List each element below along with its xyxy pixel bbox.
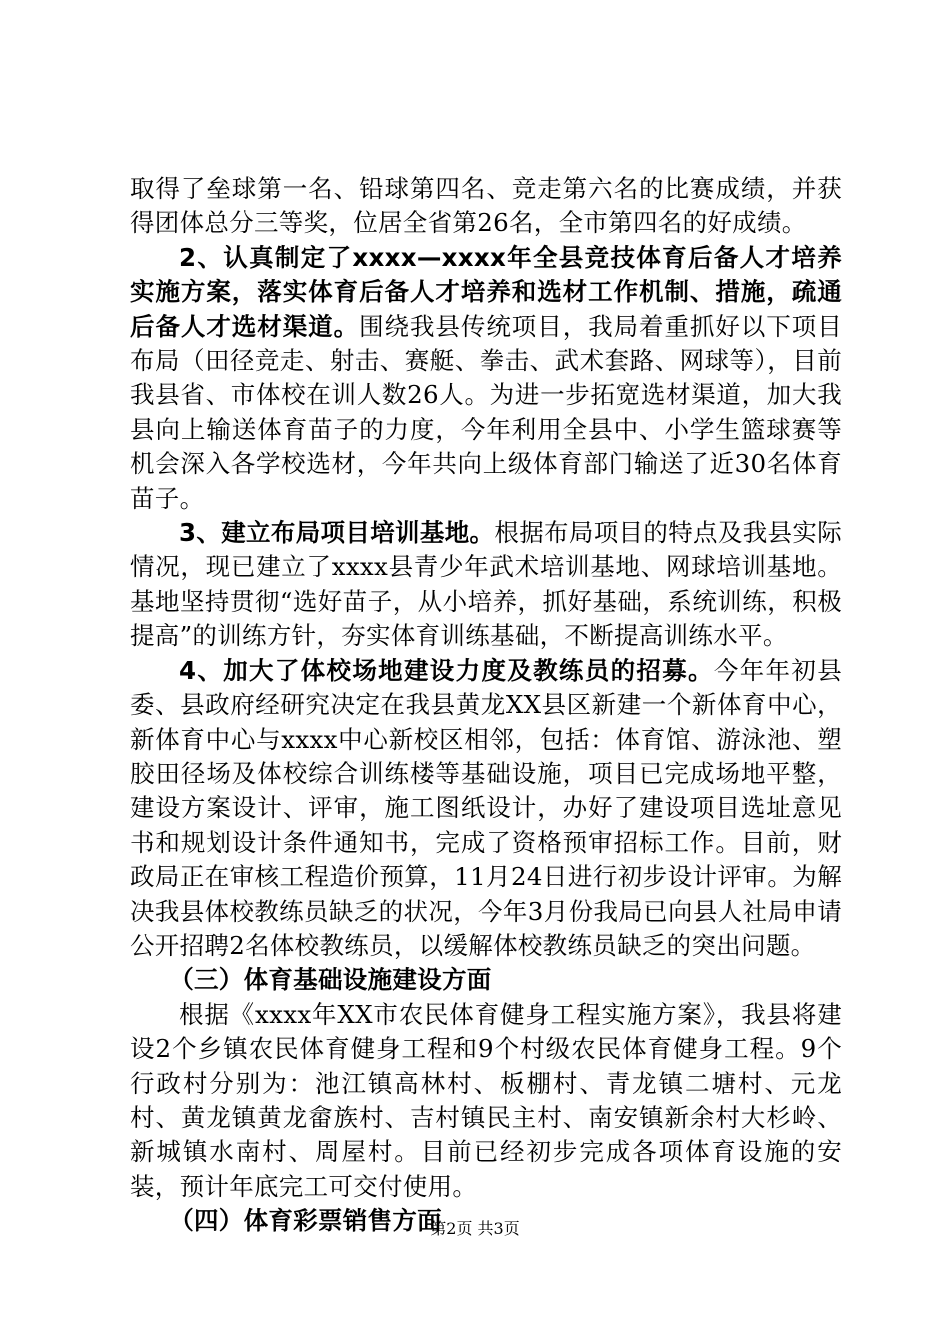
section-3-paragraph: 根据《xxxx年XX市农民体育健身工程实施方案》，我县将建设2个乡镇农民体育健身工程和9个村级农民体育健身工程。9个行政村分别为：池江镇高林村、板棚村、青龙镇二塘村、元龙村、黄龙镇黄龙畲族村、吉村镇民主村、南安镇新余村大杉岭、新城镇水南村、周屋村。目前已经初步完成各项体育设施的安装，预计年底完工可交付使用。 xyxy=(130,999,842,1201)
paragraph-3 xyxy=(130,516,842,654)
paragraph-2 xyxy=(130,241,842,516)
paragraph-2-lead: 2、认真制定了xxxx—xxxx年全县竞技体育后备人才培养实施方案，落实体育后备人才培养和选材工作机制、措施，疏通后备人才选材渠道。 xyxy=(130,242,842,341)
paragraph-1 xyxy=(130,172,842,241)
paragraph-4-text: 今年年初县委、县政府经研究决定在我县黄龙XX县区新建一个新体育中心，新体育中心与xxxx中心新校区相邻，包括：体育馆、游泳池、塑胶田径场及体校综合训练楼等基础设施，项目已完成场地平整，建设方案设计、评审，施工图纸设计，办好了建设项目选址意见书和规划设计条件通知书，完成了资格预审招标工作。目前，财政局正在审核工程造价预算，11月24日进行初步设计评审。为解决我县体校教练员缺乏的状况，今年3月份我局已向县人社局申请公开招聘2名体校教练员，以缓解体校教练员缺乏的突出问题。 xyxy=(130,655,842,960)
paragraph-1-text: 取得了垒球第一名、铅球第四名、竞走第六名的比赛成绩，并获得团体总分三等奖，位居全省第26名，全市第四名的好成绩。 xyxy=(130,174,842,238)
paragraph-2-text: 围绕我县传统项目，我局着重抓好以下项目布局（田径竞走、射击、赛艇、拳击、武术套路、网球等），目前我县省、市体校在训人数26人。为进一步拓宽选材渠道，加大我县向上输送体育苗子的力度，今年利用全县中、小学生篮球赛等机会深入各学校选材，今年共向上级体育部门输送了近30名体育苗子。 xyxy=(130,311,843,513)
page-footer: 第2页 共3页 xyxy=(430,1219,520,1238)
document-body xyxy=(130,172,842,1239)
paragraph-3-lead: 3、建立布局项目培训基地。 xyxy=(179,518,495,548)
section-3-heading: （三）体育基础设施建设方面 xyxy=(169,965,492,995)
section-4-heading: （四）体育彩票销售方面 xyxy=(169,1206,442,1236)
paragraph-3-text: 根据布局项目的特点及我县实际情况，现已建立了xxxx县青少年武术培训基地、网球培训基地。基地坚持贯彻“选好苗子，从小培养，抓好基础，系统训练，积极提高”的训练方针，夯实体育训练基础，不断提高训练水平。 xyxy=(130,518,842,651)
paragraph-4-lead: 4、加大了体校场地建设力度及教练员的招募。 xyxy=(179,655,714,685)
paragraph-4 xyxy=(130,654,842,964)
